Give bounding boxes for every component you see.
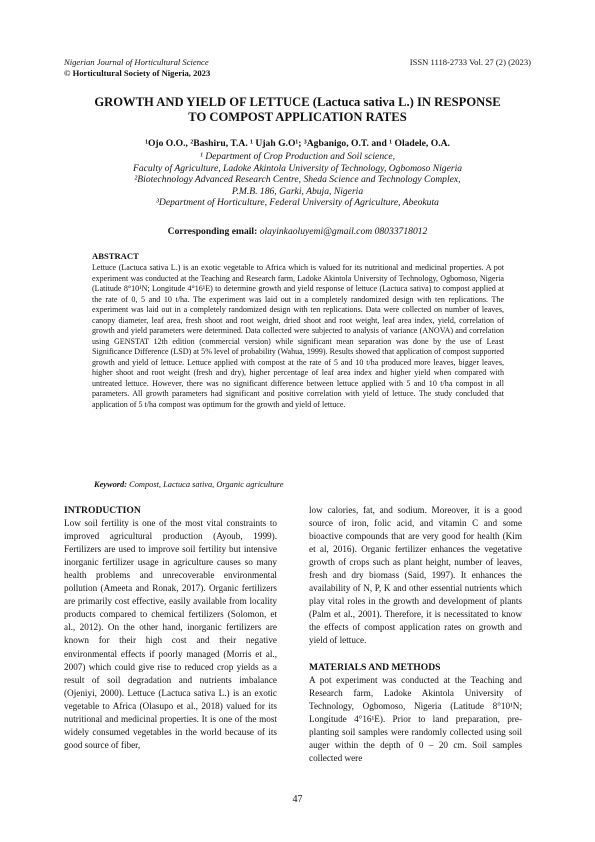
- author-list: ¹Ojo O.O., ²Bashiru, T.A. ¹ Ujah G.O¹; ³Agbanigo, O.T. and ¹ Oladele, O.A.: [145, 138, 450, 149]
- keywords: [94, 480, 283, 489]
- affiliation-line: Faculty of Agriculture, Ladoke Akintola University of Technology, Ogbomoso Nigeria: [132, 162, 463, 174]
- affiliation-line: P.M.B. 186, Garki, Abuja, Nigeria: [231, 185, 364, 197]
- paper-title: [60, 95, 535, 125]
- affiliation-line: ¹ Department of Crop Production and Soil science,: [199, 151, 396, 162]
- section-heading-methods: MATERIALS AND METHODS: [309, 661, 441, 673]
- page-number: 47: [292, 794, 303, 805]
- introduction-text-continued: low calories, fat, and sodium. Moreover, it is a good source of iron, folic acid, and vitamin C and some bioactive compounds that are very good for health (Kim et al, 2016). Organic fertilizer enhances the vegetative growth of crops such as plant height, number of leaves, fresh and dry biomass (Said, 1997). It enhances the availability of N, P, K and other essential nutrients which play vital roles in the growth and development of plants (Palm et al., 2001). Therefore, it is necessitated to know the effects of compost application rates on growth and yield of lettuce.: [309, 505, 522, 646]
- section-heading-introduction: INTRODUCTION: [64, 505, 141, 516]
- right-column: [309, 504, 522, 765]
- methods-text: A pot experiment was conducted at the Teaching and Research farm, Ladoke Akintola University of Technology, Ogbomoso, Nigeria (Latitude 8°10¹N; Longitude 4°16¹E). Prior to land preparation, pre-planting soil samples were randomly collected using soil auger within the depth of 0 – 20 cm. Soil samples collected were: [309, 674, 522, 763]
- corresponding-author: [60, 226, 535, 237]
- abstract-text: Lettuce (Lactuca sativa L.) is an exotic vegetable to Africa which is valued for its nutritional and medicinal properties. A pot experiment was conducted at the Teaching and Research farm, Ladoke Akintola University of Technology, Ogbomoso, Nigeria (Latitude 8°10¹N; Longitude 4°16¹E) to determine growth and yield response of lettuce (Lactuca sativa) to compost applied at the rate of 0, 5 and 10 t/ha. The experiment was laid out in a completely randomized design with ten replications. The experiment was laid out in a completely randomized design with ten replications. Data were collected on number of leaves, canopy diameter, leaf area, fresh shoot and root weight, dried shoot and root weight, leaf area index, yield, correlation of growth and yield parameters were determined. Data collected were subjected to analysis of variance (ANOVA) and correlation using GENSTAT 12th edition (commercial version) while significant mean separation was done by the use of Least Significance Difference (LSD) at 5% level of probability (Wahua, 1999). Results showed that application of compost supported growth and yield of lettuce. Lettuce applied with compost at the rate of 5 and 10 t/ha produced more leaves, bigger leaves, higher shoot and root weight (fresh and dry), higher percentage of leaf area index and higher yield when compared with untreated lettuce. However, there was no significant difference between lettuce applied with 5 and 10 t/ha compost in all parameters. All growth parameters had significant and positive correlation with yield of lettuce. The study concluded that application of 5 t/ha compost was optimum for the growth and yield of lettuce.: [92, 263, 504, 409]
- affiliations: [60, 151, 535, 209]
- copyright-line: © Horticultural Society of Nigeria, 2023: [64, 68, 211, 78]
- introduction-text: Low soil fertility is one of the most vital constraints to improved agricultural production (Ayoub, 1999). Fertilizers are used to improve soil fertility but intensive inorganic fertilizer usage in agriculture causes so many health problems and unrecoverable environmental pollution (Ameeta and Ronak, 2017). Organic fertilizers are primarily cost effective, easily available from locality products compared to chemical fertilizers (Solomon, et al., 2012). On the other hand, inorganic fertilizers are known for their high cost and their negative environmental effects if poorly managed (Morris et al., 2007) which could give rise to reduced crop yields as a result of soil degradation and nutrients imbalance (Ojeniyi, 2000). Lettuce (Lactuca sativa L.) is an exotic vegetable to Africa (Olasupo et al., 2018) valued for its nutritional and medicinal properties. It is one of the most widely consumed vegetables in the world because of its good source of fiber,: [64, 518, 277, 750]
- keywords-value: Compost, Lactuca sativa, Organic agriculture: [129, 480, 284, 489]
- running-header: [64, 57, 531, 68]
- title-line-2: TO COMPOST APPLICATION RATES: [188, 110, 407, 124]
- left-column: [64, 504, 277, 752]
- corresponding-label: Corresponding email:: [167, 226, 258, 237]
- journal-name: Nigerian Journal of Horticultural Science: [64, 57, 209, 67]
- affiliation-line: ²Biotechnology Advanced Research Centre, Sheda Science and Technology Complex,: [134, 174, 461, 186]
- abstract-heading: ABSTRACT: [92, 251, 139, 261]
- corresponding-email-link[interactable]: olayinkaoluyemi@gmail.com 08033718012: [259, 226, 428, 237]
- affiliation-line: ³Department of Horticulture, Federal University of Agriculture, Abeokuta: [156, 197, 439, 209]
- issn-volume: ISSN 1118-2733 Vol. 27 (2) (2023): [409, 57, 531, 67]
- keywords-label: Keyword:: [94, 480, 128, 489]
- title-line-1: GROWTH AND YIELD OF LETTUCE (Lactuca sativa L.) IN RESPONSE: [94, 95, 501, 109]
